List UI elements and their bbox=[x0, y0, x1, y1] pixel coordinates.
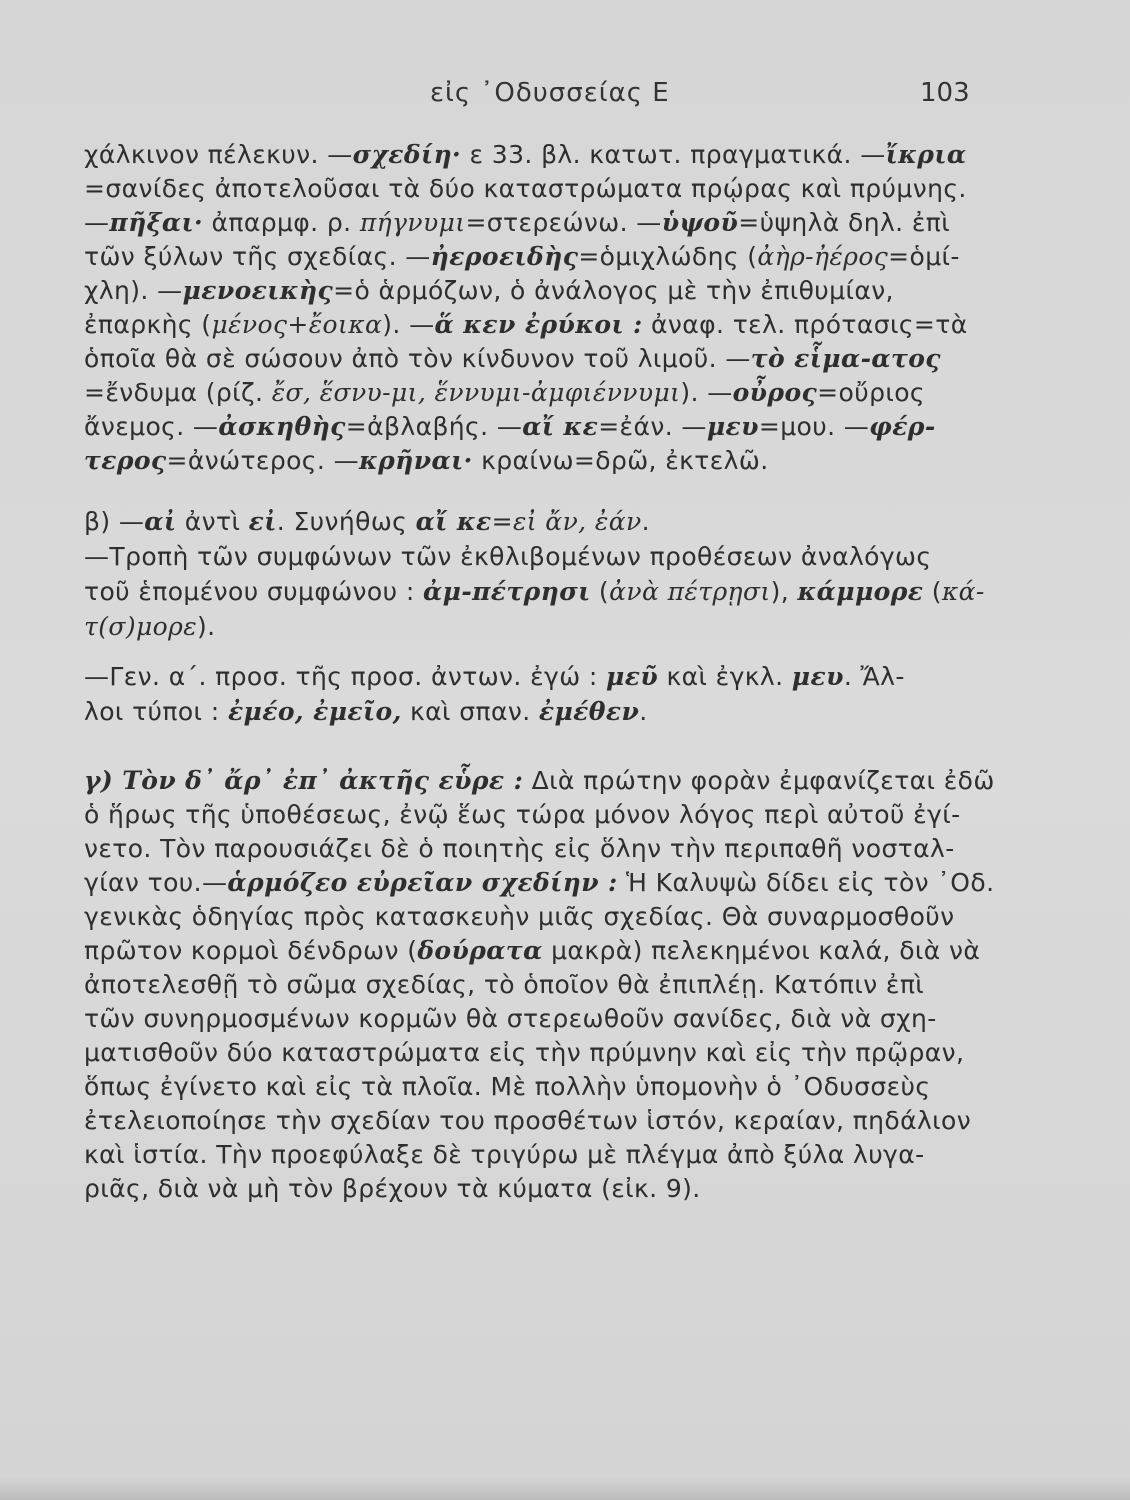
text-run: — bbox=[84, 208, 110, 237]
text-run: ἐπαρκὴς ( bbox=[84, 310, 212, 339]
bold-term: ἅ κεν ἐρύκοι : bbox=[434, 310, 643, 339]
text-run: καὶ ἱστία. Τὴν προεφύλαξε δὲ τριγύρω μὲ πλέγμα ἀπὸ ξύλα λυγα- bbox=[84, 1140, 925, 1169]
bold-term: φέρ- bbox=[869, 412, 936, 441]
text-line-gen bbox=[84, 660, 1004, 694]
text-run: . Ἄλ- bbox=[843, 662, 905, 691]
text-run: πρῶτον κορμοὶ δένδρων ( bbox=[84, 936, 418, 965]
bold-term: μεῦ bbox=[606, 662, 659, 691]
text-run: =σανίδες ἀποτελοῦσαι τὰ δύο καταστρώματα πρῴρας καὶ πρύμνης. bbox=[84, 174, 967, 203]
bold-term: εἰ bbox=[248, 507, 277, 536]
text-run: τῶν ξύλων τῆς σχεδίας. — bbox=[84, 242, 431, 271]
text-line-gamma bbox=[84, 934, 1004, 968]
text-line-beta bbox=[84, 540, 1004, 574]
text-line-gamma bbox=[84, 764, 1004, 798]
text-line-glossary bbox=[84, 444, 1004, 478]
text-run: =ὁμιχλώδης ( bbox=[578, 242, 758, 271]
bold-term: μενοεικὴς bbox=[182, 276, 334, 305]
text-run: ὁ ἥρως τῆς ὑποθέσεως, ἐνῷ ἕως τώρα μόνον λόγος περὶ αὐτοῦ ἐγί- bbox=[84, 800, 961, 829]
text-run: γενικὰς ὁδηγίας πρὸς κατασκευὴν μιᾶς σχεδίας. Θὰ συναρμοσθοῦν bbox=[84, 902, 955, 931]
text-run: ἀπαρμφ. ρ. bbox=[203, 208, 360, 237]
text-line-gamma bbox=[84, 1070, 1004, 1104]
text-run: . bbox=[641, 507, 650, 536]
text-line-glossary bbox=[84, 410, 1004, 444]
text-line-beta bbox=[84, 575, 1004, 609]
text-line-glossary bbox=[84, 376, 1004, 410]
text-run: =ὁμί- bbox=[888, 242, 960, 271]
text-line-glossary bbox=[84, 206, 1004, 240]
text-run: ἐτελειοποίησε τὴν σχεδίαν του προσθέτων ἱστόν, κεραίαν, πηδάλιον bbox=[84, 1106, 972, 1135]
text-run: καὶ ἐγκλ. bbox=[658, 662, 792, 691]
bold-term: ἐμέθεν bbox=[538, 697, 640, 726]
text-line-gamma bbox=[84, 900, 1004, 934]
text-line-gamma bbox=[84, 1138, 1004, 1172]
text-run: . bbox=[639, 697, 648, 726]
text-run: γίαν του.— bbox=[84, 868, 228, 897]
italic-term: κά- bbox=[941, 577, 985, 606]
bold-term: ὑψοῦ bbox=[661, 208, 739, 237]
bold-term: κρῆναι· bbox=[358, 446, 473, 475]
text-run: ὁποῖα θὰ σὲ σώσουν ἀπὸ τὸν κίνδυνον τοῦ λιμοῦ. — bbox=[84, 344, 751, 373]
text-line-gamma bbox=[84, 1172, 1004, 1206]
text-line-glossary bbox=[84, 342, 1004, 376]
bold-term: οὖρος bbox=[732, 378, 818, 407]
text-line-beta bbox=[84, 505, 1004, 539]
text-run: β) — bbox=[84, 507, 145, 536]
bold-term: πῆξαι· bbox=[109, 208, 204, 237]
italic-term: μένος+ἔοικα bbox=[211, 310, 383, 339]
italic-term: ἀνὰ πέτρῃσι bbox=[609, 577, 771, 606]
text-run: ματισθοῦν δύο καταστρώματα εἰς τὴν πρύμνην καὶ εἰς τὴν πρῷραν, bbox=[84, 1038, 965, 1067]
text-run: =μου. — bbox=[758, 412, 870, 441]
text-run: λοι τύποι : bbox=[84, 697, 228, 726]
text-run: ). — bbox=[382, 310, 435, 339]
bold-term: τερος bbox=[84, 446, 167, 475]
bold-term: μευ bbox=[706, 412, 759, 441]
text-run: . Συνήθως bbox=[276, 507, 416, 536]
text-line-glossary bbox=[84, 172, 1004, 206]
bold-term: ἁρμόζεο εὐρεῖαν σχεδίην : bbox=[227, 868, 618, 897]
text-line-gamma bbox=[84, 1036, 1004, 1070]
text-run: μακρὰ) πελεκημένοι καλά, διὰ νὰ bbox=[542, 936, 981, 965]
text-run: τῶν συνηρμοσμένων κορμῶν θὰ στερεωθοῦν σανίδες, διὰ νὰ σχη- bbox=[84, 1004, 937, 1033]
bold-term: ἴκρια bbox=[885, 140, 967, 169]
text-line-glossary bbox=[84, 274, 1004, 308]
text-run: Ἡ Καλυψὼ δίδει εἰς τὸν ᾽Οδ. bbox=[617, 868, 995, 897]
text-run: ὅπως ἐγίνετο καὶ εἰς τὰ πλοῖα. Μὲ πολλὴν ὑπομονὴν ὁ ᾽Οδυσσεὺς bbox=[84, 1072, 931, 1101]
text-run: χλη). — bbox=[84, 276, 183, 305]
running-title: εἰς ᾽Οδυσσείας Ε bbox=[430, 78, 670, 108]
page-number: 103 bbox=[920, 78, 970, 108]
text-run: κραίνω=δρῶ, ἐκτελῶ. bbox=[472, 446, 769, 475]
text-line-gen bbox=[84, 695, 1004, 729]
italic-term: ἔσ, ἕσνυ-μι, ἕννυμι-ἀμφιέννυμι bbox=[271, 378, 681, 407]
text-run: ). — bbox=[680, 378, 733, 407]
text-run: = bbox=[491, 507, 513, 536]
bold-term: κάμμορε bbox=[797, 577, 924, 606]
text-line-glossary bbox=[84, 240, 1004, 274]
text-line-gamma bbox=[84, 1002, 1004, 1036]
text-run: ( bbox=[590, 577, 610, 606]
bold-term: μευ bbox=[791, 662, 844, 691]
text-run: =ἔνδυμα (ρίζ. bbox=[84, 378, 272, 407]
bold-term: ἐμέο, ἐμεῖο, bbox=[227, 697, 402, 726]
bold-term: γ) Τὸν δ᾽ ἄρ᾽ ἐπ᾽ ἀκτῆς εὗρε : bbox=[84, 766, 524, 795]
text-run: =ὁ ἁρμόζων, ὁ ἀνάλογος μὲ τὴν ἐπιθυμίαν, bbox=[333, 276, 894, 305]
text-run: τοῦ ἑπομένου συμφώνου : bbox=[84, 577, 423, 606]
text-run: =ἐάν. — bbox=[598, 412, 707, 441]
text-line-beta bbox=[84, 610, 1004, 644]
italic-term: πήγνυμι bbox=[359, 208, 466, 237]
text-run: ). bbox=[197, 612, 216, 641]
text-run: ε 33. βλ. κατωτ. πραγματικά. — bbox=[461, 140, 886, 169]
italic-term: εἰ ἄν, ἐάν bbox=[512, 507, 642, 536]
page-header bbox=[0, 78, 1130, 118]
text-run: =ἀβλαβής. — bbox=[345, 412, 523, 441]
bold-term: ἀσκηθὴς bbox=[218, 412, 346, 441]
text-line-gamma bbox=[84, 968, 1004, 1002]
text-line-gamma bbox=[84, 866, 1004, 900]
text-run: ἀποτελεσθῇ τὸ σῶμα σχεδίας, τὸ ὁποῖον θὰ ἐπιπλέῃ. Κατόπιν ἐπὶ bbox=[84, 970, 925, 999]
bold-term: σχεδίη· bbox=[352, 140, 462, 169]
text-run: καὶ σπαν. bbox=[401, 697, 539, 726]
italic-term: τ(σ)μορε bbox=[84, 612, 198, 641]
text-run: Διὰ πρώτην φορὰν ἐμφανίζεται ἐδῶ bbox=[523, 766, 995, 795]
text-line-glossary bbox=[84, 138, 1004, 172]
text-run: νετο. Τὸν παρουσιάζει δὲ ὁ ποιητὴς εἰς ὅλην τὴν περιπαθῆ νοσταλ- bbox=[84, 834, 955, 863]
text-run: —Τροπὴ τῶν συμφώνων τῶν ἐκθλιβομένων προθέσεων ἀναλόγως bbox=[84, 542, 932, 571]
text-run: ἀντὶ bbox=[176, 507, 249, 536]
text-run: =ἀνώτερος. — bbox=[166, 446, 359, 475]
bold-term: αἴ κε bbox=[522, 412, 599, 441]
text-line-glossary bbox=[84, 308, 1004, 342]
text-line-gamma bbox=[84, 1104, 1004, 1138]
text-run: =οὔριος bbox=[817, 378, 925, 407]
text-run: χάλκινον πέλεκυν. — bbox=[84, 140, 353, 169]
text-run: =ὑψηλὰ δηλ. ἐπὶ bbox=[738, 208, 951, 237]
bold-term: ἠεροειδὴς bbox=[430, 242, 579, 271]
text-run: =στερεώνω. — bbox=[465, 208, 662, 237]
text-line-gamma bbox=[84, 832, 1004, 866]
text-run: ἄνεμος. — bbox=[84, 412, 219, 441]
text-run: ( bbox=[923, 577, 942, 606]
bold-term: ἀμ-πέτρησι bbox=[423, 577, 591, 606]
text-run: ), bbox=[770, 577, 798, 606]
text-run: ἀναφ. τελ. πρότασις=τὰ bbox=[642, 310, 968, 339]
bold-term: δούρατα bbox=[417, 936, 543, 965]
text-run: —Γεν. α΄. προσ. τῆς προσ. ἀντων. ἐγώ : bbox=[84, 662, 607, 691]
italic-term: ἀὴρ-ἠέρος bbox=[757, 242, 889, 271]
text-line-gamma bbox=[84, 798, 1004, 832]
text-run: ριᾶς, διὰ νὰ μὴ τὸν βρέχουν τὰ κύματα (εἰκ. 9). bbox=[84, 1174, 701, 1203]
bold-term: τὸ εἷμα-ατος bbox=[750, 344, 941, 373]
bold-term: αἴ κε bbox=[415, 507, 492, 536]
page-bottom-edge bbox=[0, 1478, 1130, 1500]
bold-term: αἰ bbox=[144, 507, 177, 536]
